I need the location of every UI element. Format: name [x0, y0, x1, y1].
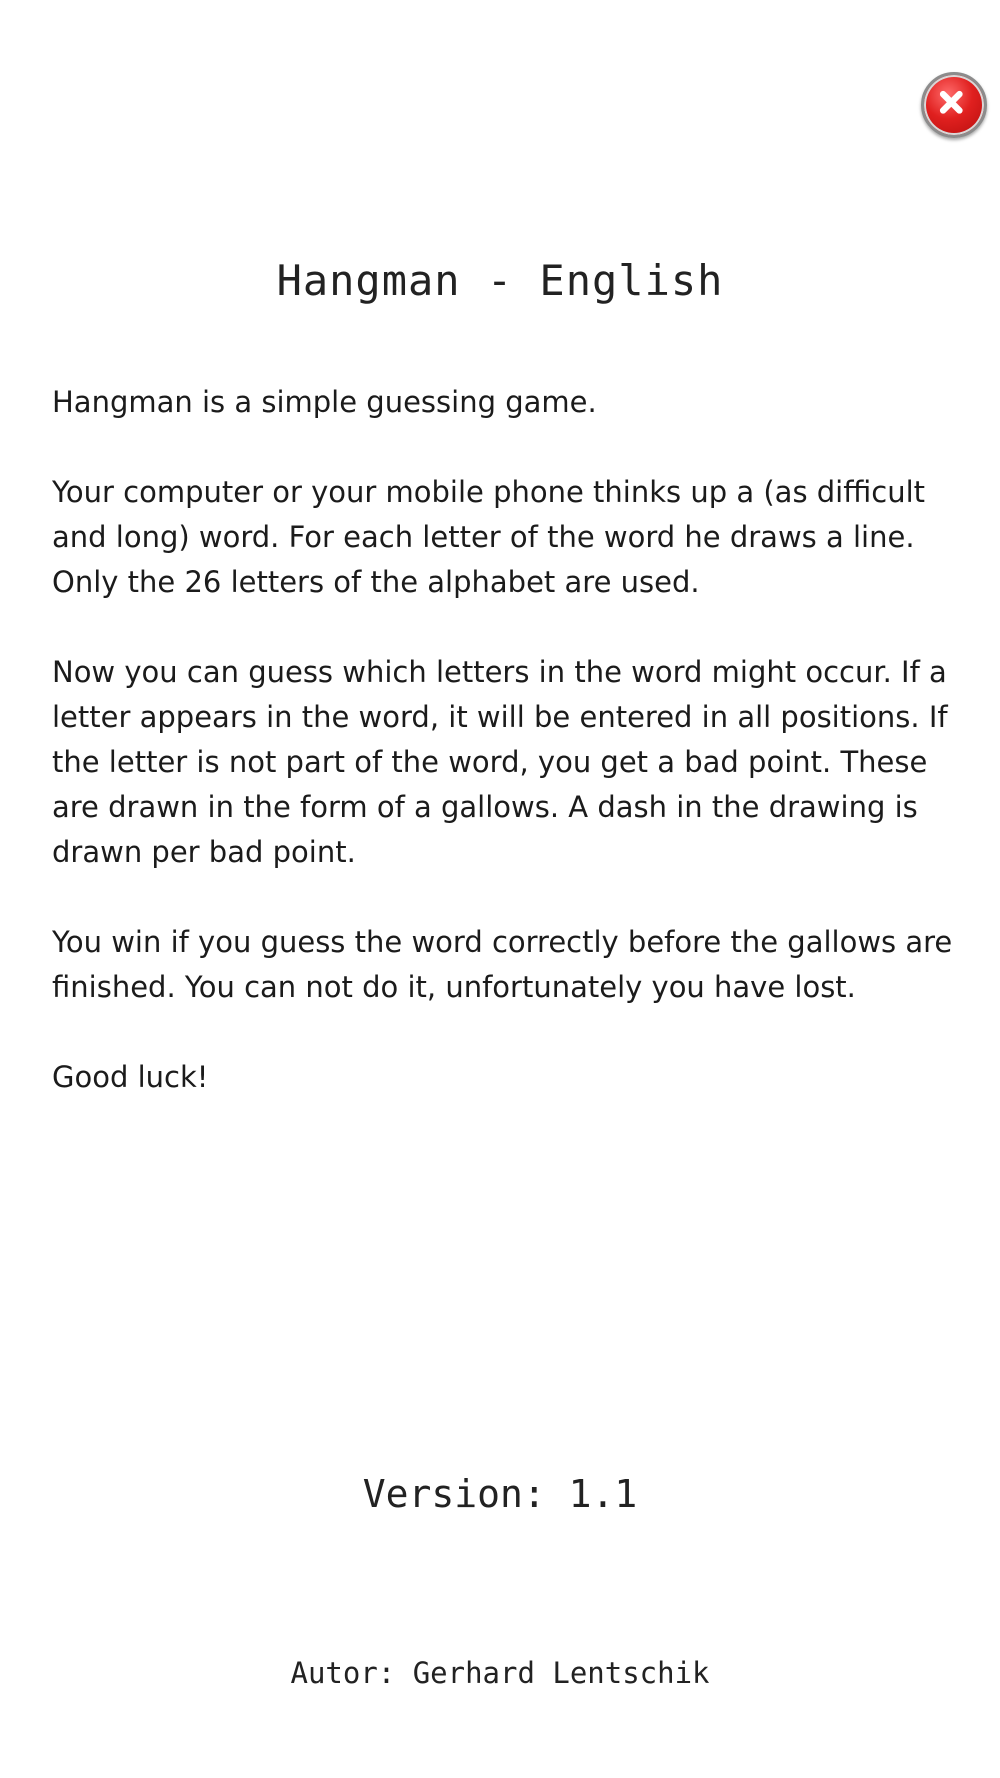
version-label: Version: 1.1 — [362, 1472, 638, 1516]
page-title: Hangman - English — [276, 256, 724, 305]
close-button[interactable] — [921, 72, 987, 138]
close-icon — [924, 75, 984, 135]
paragraph-guessing: Now you can guess which letters in the word might occur. If a letter appears in the word, it will be entered in all positions. If the letter is not part of the word, you get a bad point. These are drawn in the form of a gallows. A dash in the drawing is drawn per bad point. — [52, 655, 948, 869]
author-label: Autor: Gerhard Lentschik — [290, 1656, 710, 1690]
paragraph-good-luck: Good luck! — [52, 1060, 209, 1094]
paragraph-winning: You win if you guess the word correctly before the gallows are finished. You can not do it, unfortunately you have lost. — [52, 925, 953, 1004]
paragraph-intro: Hangman is a simple guessing game. — [52, 385, 597, 419]
instructions-text — [52, 380, 962, 1145]
paragraph-word: Your computer or your mobile phone thinks up a (as difficult and long) word. For each letter of the word he draws a line. Only the 26 letters of the alphabet are used. — [52, 475, 926, 599]
